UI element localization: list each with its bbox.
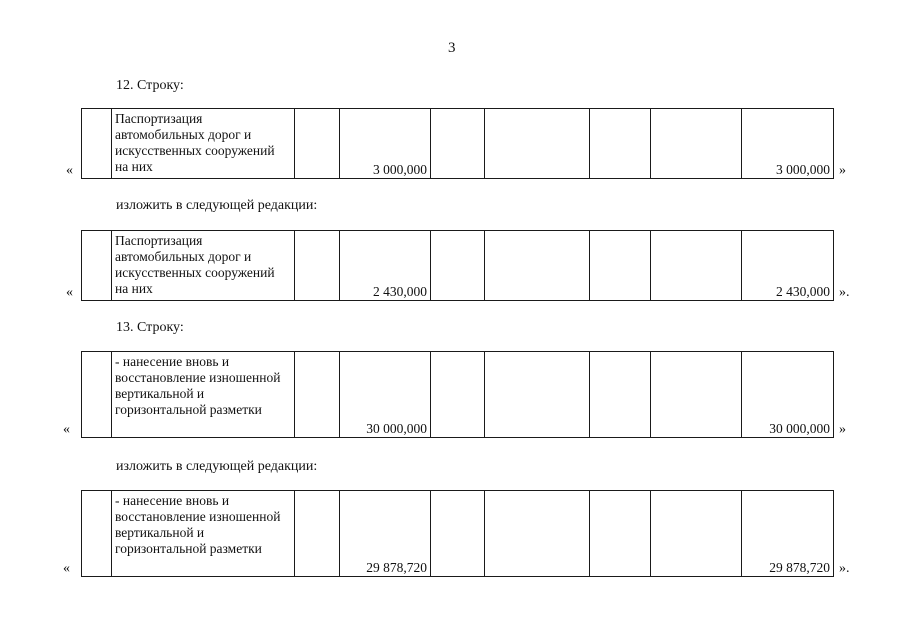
table-cell — [651, 491, 742, 577]
table-cell — [295, 352, 340, 438]
table-cell — [82, 231, 112, 301]
table-cell — [82, 491, 112, 577]
table-cell — [295, 491, 340, 577]
table-cell — [431, 352, 485, 438]
table-cell — [651, 231, 742, 301]
row-value-1: 3 000,000 — [340, 109, 431, 179]
table-cell — [295, 231, 340, 301]
replace-text-12: изложить в следующей редакции: — [116, 198, 318, 213]
table-cell — [590, 352, 651, 438]
table-cell — [431, 491, 485, 577]
table-row-12-old — [81, 108, 834, 179]
table-cell — [485, 231, 590, 301]
section-13-heading: 13. Строку: — [116, 320, 184, 335]
table-cell — [590, 491, 651, 577]
row-value-1: 2 430,000 — [340, 231, 431, 301]
row-value-2: 3 000,000 — [742, 109, 834, 179]
close-quote: » — [839, 163, 846, 178]
table-cell — [590, 109, 651, 179]
open-quote: « — [66, 285, 73, 300]
table-row-13-old — [81, 351, 834, 438]
table-row-13-new — [81, 490, 834, 577]
row-value-2: 30 000,000 — [742, 352, 834, 438]
row-value-1: 30 000,000 — [340, 352, 431, 438]
open-quote: « — [66, 163, 73, 178]
row-name: Паспортизация автомобильных дорог и искусственных сооружений на них — [112, 231, 295, 301]
table-cell — [651, 109, 742, 179]
table-cell — [485, 352, 590, 438]
row-value-2: 2 430,000 — [742, 231, 834, 301]
table-row-12-new — [81, 230, 834, 301]
open-quote: « — [63, 561, 70, 576]
row-name: - нанесение вновь и восстановление изношенной вертикальной и горизонтальной разметки — [112, 491, 295, 577]
section-12-heading: 12. Строку: — [116, 78, 184, 93]
table-cell — [590, 231, 651, 301]
row-name: - нанесение вновь и восстановление изношенной вертикальной и горизонтальной разметки — [112, 352, 295, 438]
table-cell — [431, 109, 485, 179]
row-value-1: 29 878,720 — [340, 491, 431, 577]
open-quote: « — [63, 422, 70, 437]
table-cell — [431, 231, 485, 301]
row-name: Паспортизация автомобильных дорог и искусственных сооружений на них — [112, 109, 295, 179]
close-quote: ». — [839, 285, 850, 300]
close-quote: ». — [839, 561, 850, 576]
table-cell — [651, 352, 742, 438]
table-cell — [485, 491, 590, 577]
table-cell — [82, 352, 112, 438]
close-quote: » — [839, 422, 846, 437]
page-number: 3 — [448, 40, 456, 56]
replace-text-13: изложить в следующей редакции: — [116, 459, 318, 474]
row-value-2: 29 878,720 — [742, 491, 834, 577]
table-cell — [485, 109, 590, 179]
table-cell — [82, 109, 112, 179]
table-cell — [295, 109, 340, 179]
